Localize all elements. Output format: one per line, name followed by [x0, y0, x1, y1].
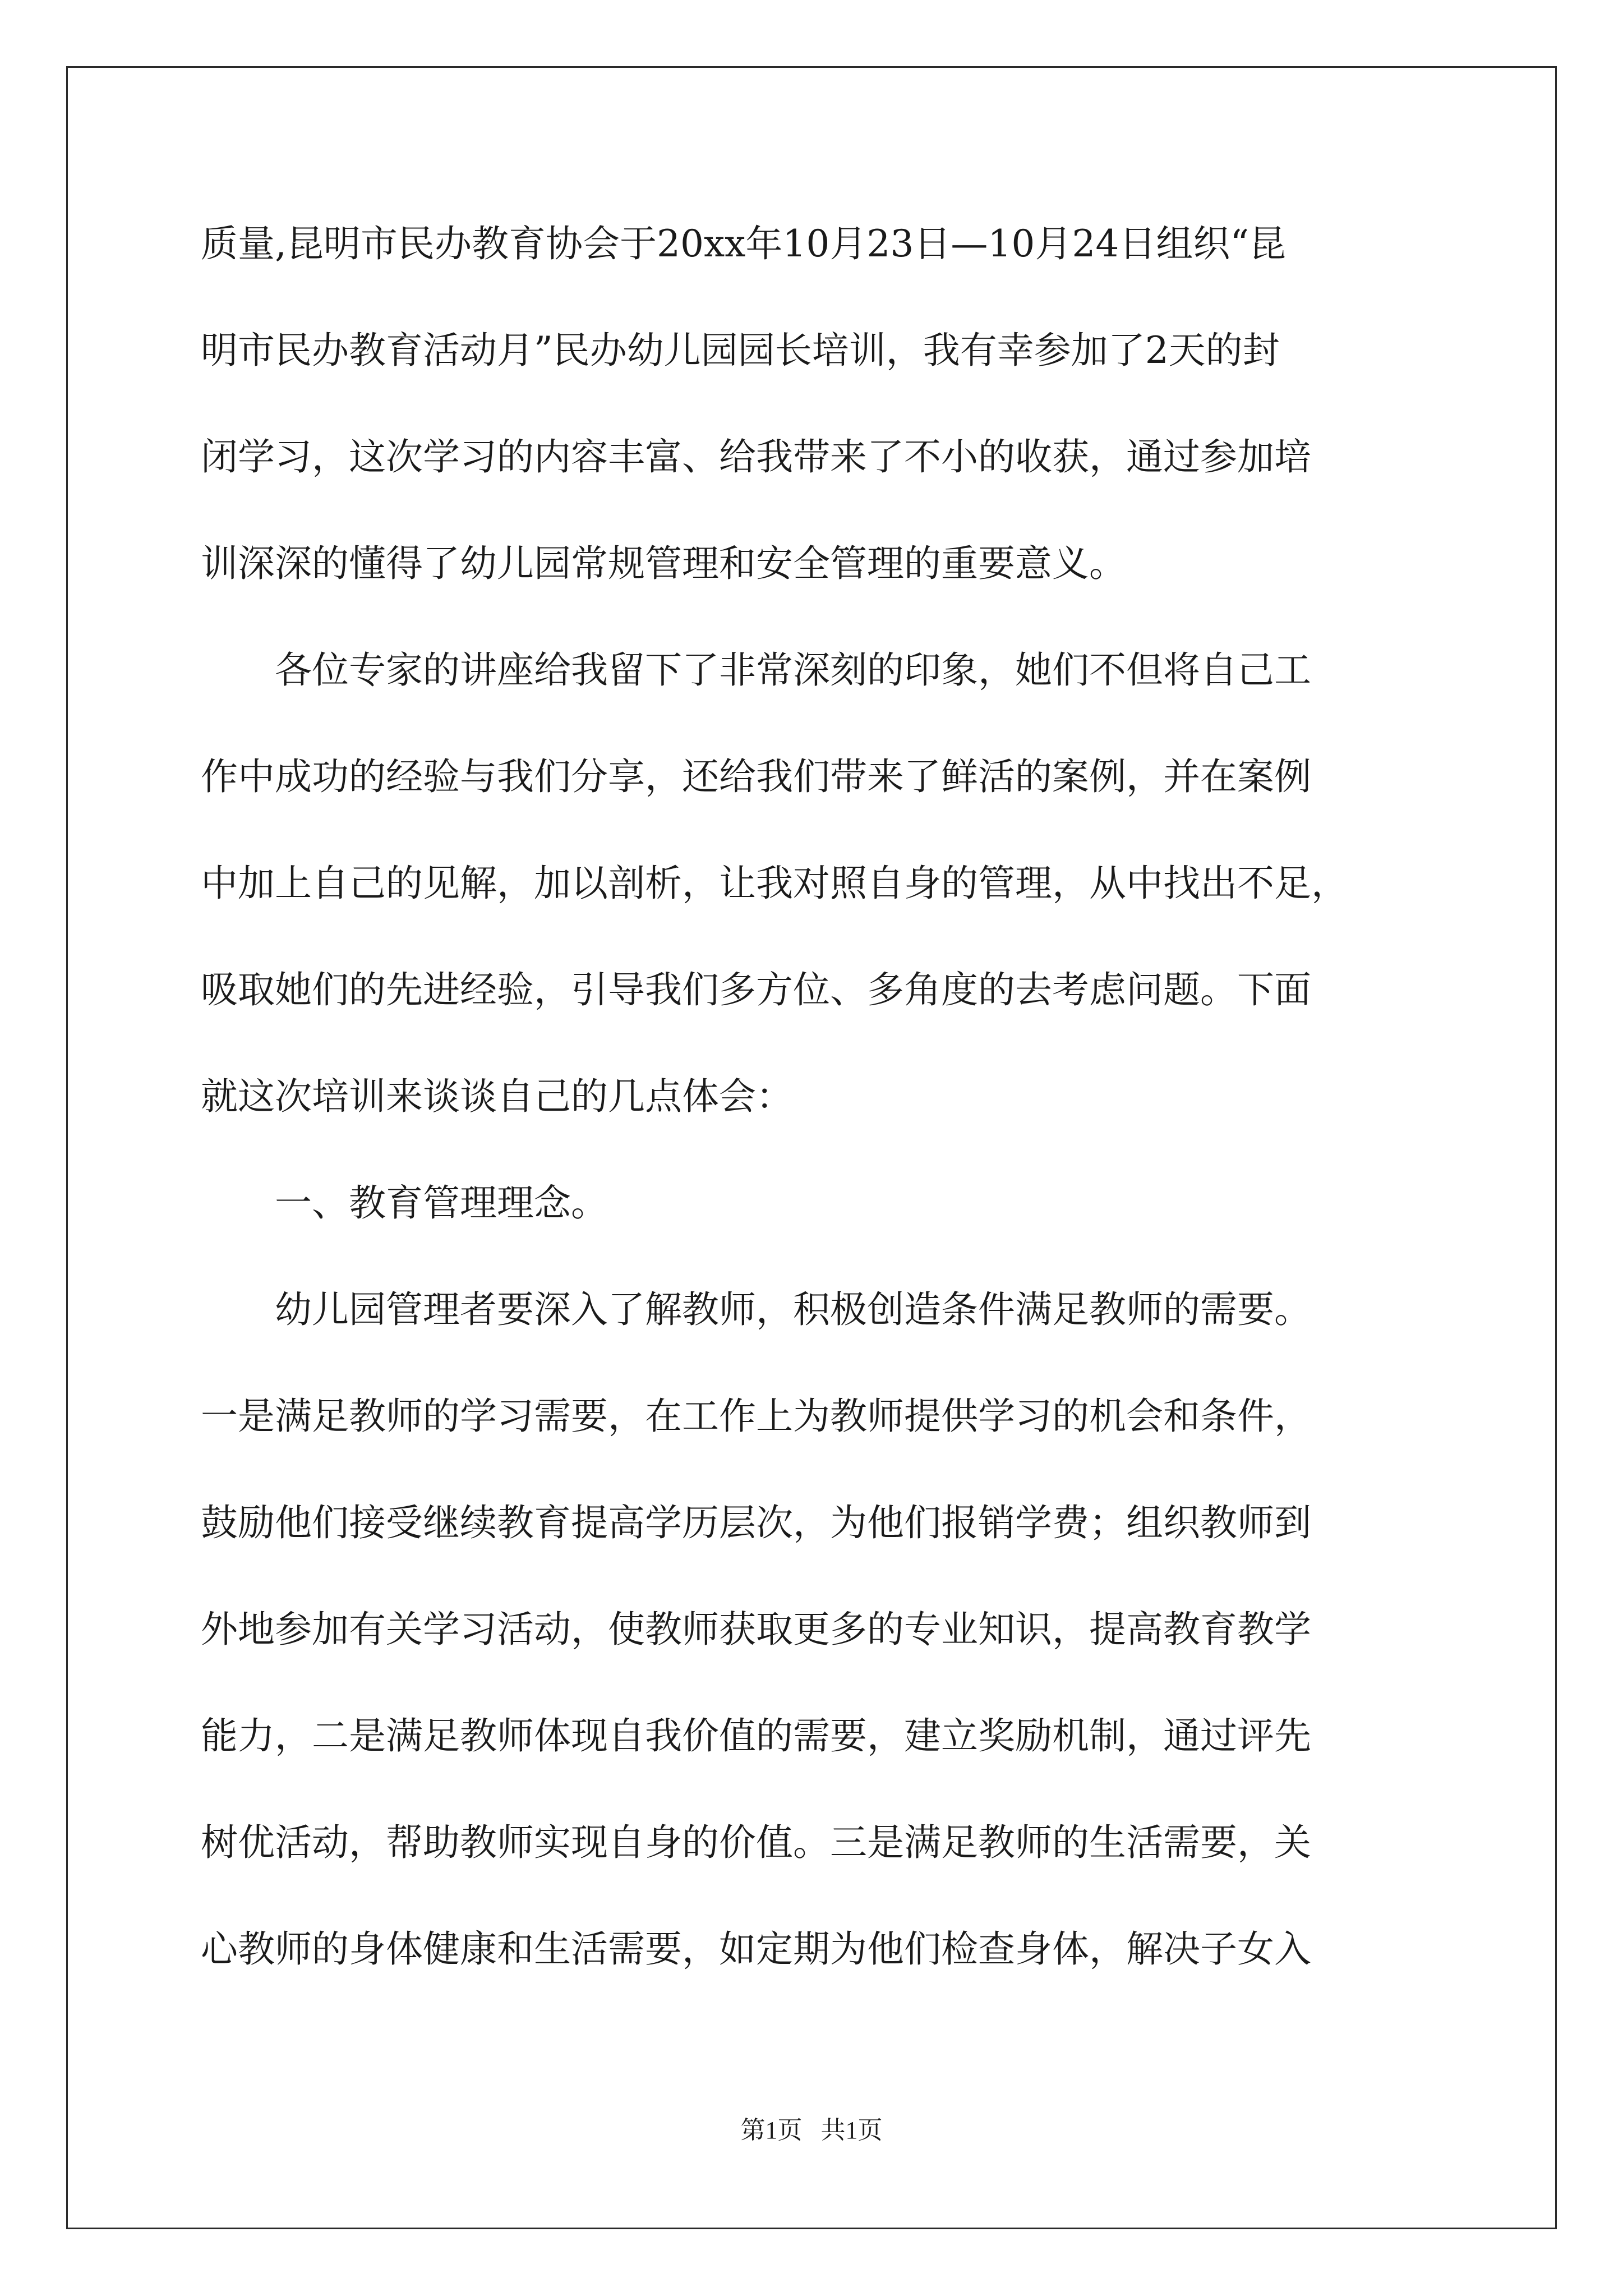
text-line: 闭学习，这次学习的内容丰富、给我带来了不小的收获，通过参加培 — [201, 435, 1311, 478]
text-line: 心教师的身体健康和生活需要，如定期为他们检查身体，解决子女入 — [201, 1927, 1311, 1971]
text-line: 能力，二是满足教师体现自我价值的需要，建立奖励机制，通过评先 — [201, 1714, 1311, 1757]
page-footer: 第1页 共1页 — [740, 2116, 883, 2144]
text-line: 外地参加有关学习活动，使教师获取更多的专业知识，提高教育教学 — [201, 1608, 1311, 1651]
text-line: 作中成功的经验与我们分享，还给我们带来了鲜活的案例，并在案例 — [201, 755, 1311, 798]
paragraph-start-line: 幼儿园管理者要深入了解教师，积极创造条件满足教师的需要。 — [275, 1288, 1311, 1331]
section-heading: 一、教育管理理念。 — [275, 1181, 608, 1225]
text-line: 吸取她们的先进经验，引导我们多方位、多角度的去考虑问题。下面 — [201, 968, 1311, 1011]
text-line: 明市民办教育活动月”民办幼儿园园长培训，我有幸参加了2天的封 — [201, 329, 1280, 372]
page-border — [66, 66, 1557, 2229]
text-line: 就这次培训来谈谈自己的几点体会： — [201, 1075, 793, 1118]
text-line: 树优活动，帮助教师实现自身的价值。三是满足教师的生活需要，关 — [201, 1821, 1311, 1864]
text-line: 质量,昆明市民办教育协会于20xx年10月23日—10月24日组织“昆 — [201, 222, 1287, 265]
text-line: 一是满足教师的学习需要，在工作上为教师提供学习的机会和条件， — [201, 1395, 1311, 1438]
text-line: 中加上自己的见解，加以剖析，让我对照自身的管理，从中找出不足， — [201, 862, 1348, 905]
paragraph-start-line: 各位专家的讲座给我留下了非常深刻的印象，她们不但将自己工 — [275, 648, 1311, 692]
text-line: 鼓励他们接受继续教育提高学历层次，为他们报销学费；组织教师到 — [201, 1501, 1311, 1544]
text-line: 训深深的懂得了幼儿园常规管理和安全管理的重要意义。 — [201, 542, 1126, 585]
